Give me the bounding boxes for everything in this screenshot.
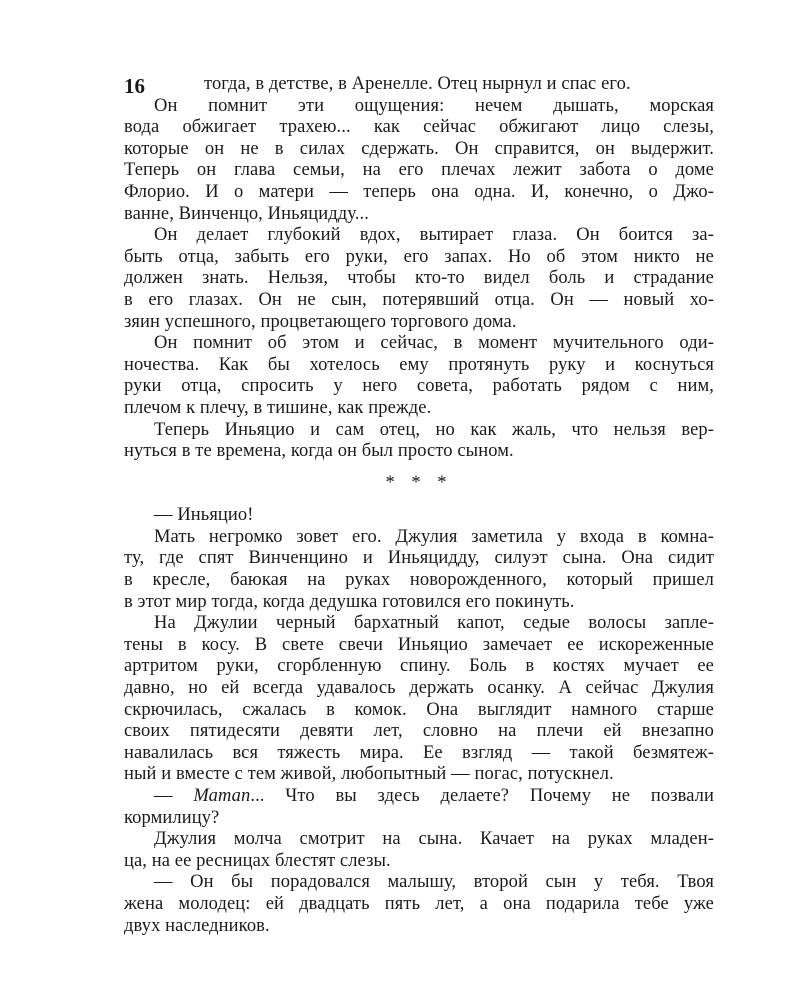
text-line: — Матап... Что вы здесь делаете? Почему не позвали [154,786,715,806]
text-line: плечом к плечу, в тишине, как прежде. [124,397,432,418]
section-separator: * * * [385,472,453,493]
text-line: скрючилась, сжалась в комок. Она выглядит намного старше [124,699,714,720]
text-line: должен знать. Нельзя, чтобы кто-то видел боль и страдание [124,268,714,289]
text-line: Он помнит эти ощущения: нечем дышать, морская [154,95,714,116]
italic-word: Матап [193,786,251,806]
page-number: 16 [124,74,145,98]
text-line: двух наследников. [124,915,270,936]
text-line: в кресле, баюкая на руках новорожденного, который пришел [124,570,714,591]
text-line: — Он бы порадовался малышу, второй сын у тебя. Твоя [154,872,714,893]
text-line: кормилицу? [124,807,220,828]
text-line: Флорио. И о матери — теперь она одна. И, конечно, о Джо- [124,181,714,202]
text-line: навалилась вся тяжесть мира. Ее взгляд — такой безмятеж- [124,742,714,763]
text-line: своих пятидесяти девяти лет, словно на плечи ей внезапно [124,721,714,742]
text-line: руки отца, спросить у него совета, работать рядом с ним, [124,376,714,397]
paragraph [124,420,714,463]
text-line: ца, на ее ресницах блестят слезы. [124,850,391,871]
text-line: быть отца, забыть его руки, его запах. Но об этом никто не [124,246,714,267]
paragraph [124,613,714,786]
text-line: ночества. Как бы хотелось ему протянуть руку и коснуться [124,354,714,375]
text-line: артритом руки, сгорбленную спину. Боль в костях мучает ее [124,656,714,677]
text-line: Теперь Иньяцио и сам отец, но как жаль, что нельзя вер- [154,419,714,440]
text-line: Джулия молча смотрит на сына. Качает на руках младен- [154,829,714,850]
paragraph [124,872,714,937]
text-line: тены в косу. В свете свечи Иньяцио замечает ее искореженные [124,634,714,655]
paragraph [124,505,714,527]
text-line: Теперь он глава семьи, на его плечах лежит забота о доме [124,160,714,181]
text-line: ванне, Винченцо, Иньяцидду... [124,203,369,224]
text-line: жена молодец: ей двадцать пять лет, а она подарила тебе уже [124,893,714,914]
text-line: зяин успешного, процветающего торгового дома. [124,311,517,332]
paragraph [124,74,714,96]
text-line: в его глазах. Он не сын, потерявший отца. Он — новый хо- [124,289,714,310]
text-line: ный и вместе с тем живой, любопытный — погас, потускнел. [124,764,614,785]
paragraph [124,829,714,872]
text-line: Мать негромко зовет его. Джулия заметила у входа в комна- [154,526,714,547]
paragraph [124,527,714,613]
text-line: давно, но ей всегда удавалось держать осанку. А сейчас Джулия [124,678,714,699]
text-line: Он делает глубокий вдох, вытирает глаза. Он боится за- [154,225,714,246]
text-line: — Иньяцио! [154,505,254,526]
paragraph [124,786,714,829]
paragraph [124,225,714,333]
paragraph [124,333,714,419]
text-line: вода обжигает трахею... как сейчас обжигают лицо слезы, [124,117,714,138]
text-line: в этот мир тогда, когда дедушка готовился его покинуть. [124,591,575,612]
text-line: ту, где спят Винченцино и Иньяцидду, силуэт сына. Она сидит [124,548,714,569]
text-line: нуться в те времена, когда он был просто сыном. [124,441,514,462]
text-line: Он помнит об этом и сейчас, в момент мучительного оди- [154,333,714,354]
text-line: тогда, в детстве, в Аренелле. Отец нырнул и спас его. [204,74,631,94]
text-line: которые он не в силах сдержать. Он справится, он выдержит. [124,138,714,159]
paragraph [124,96,714,226]
page-body [124,74,714,937]
text-line: На Джулии черный бархатный капот, седые волосы запле- [154,613,714,634]
